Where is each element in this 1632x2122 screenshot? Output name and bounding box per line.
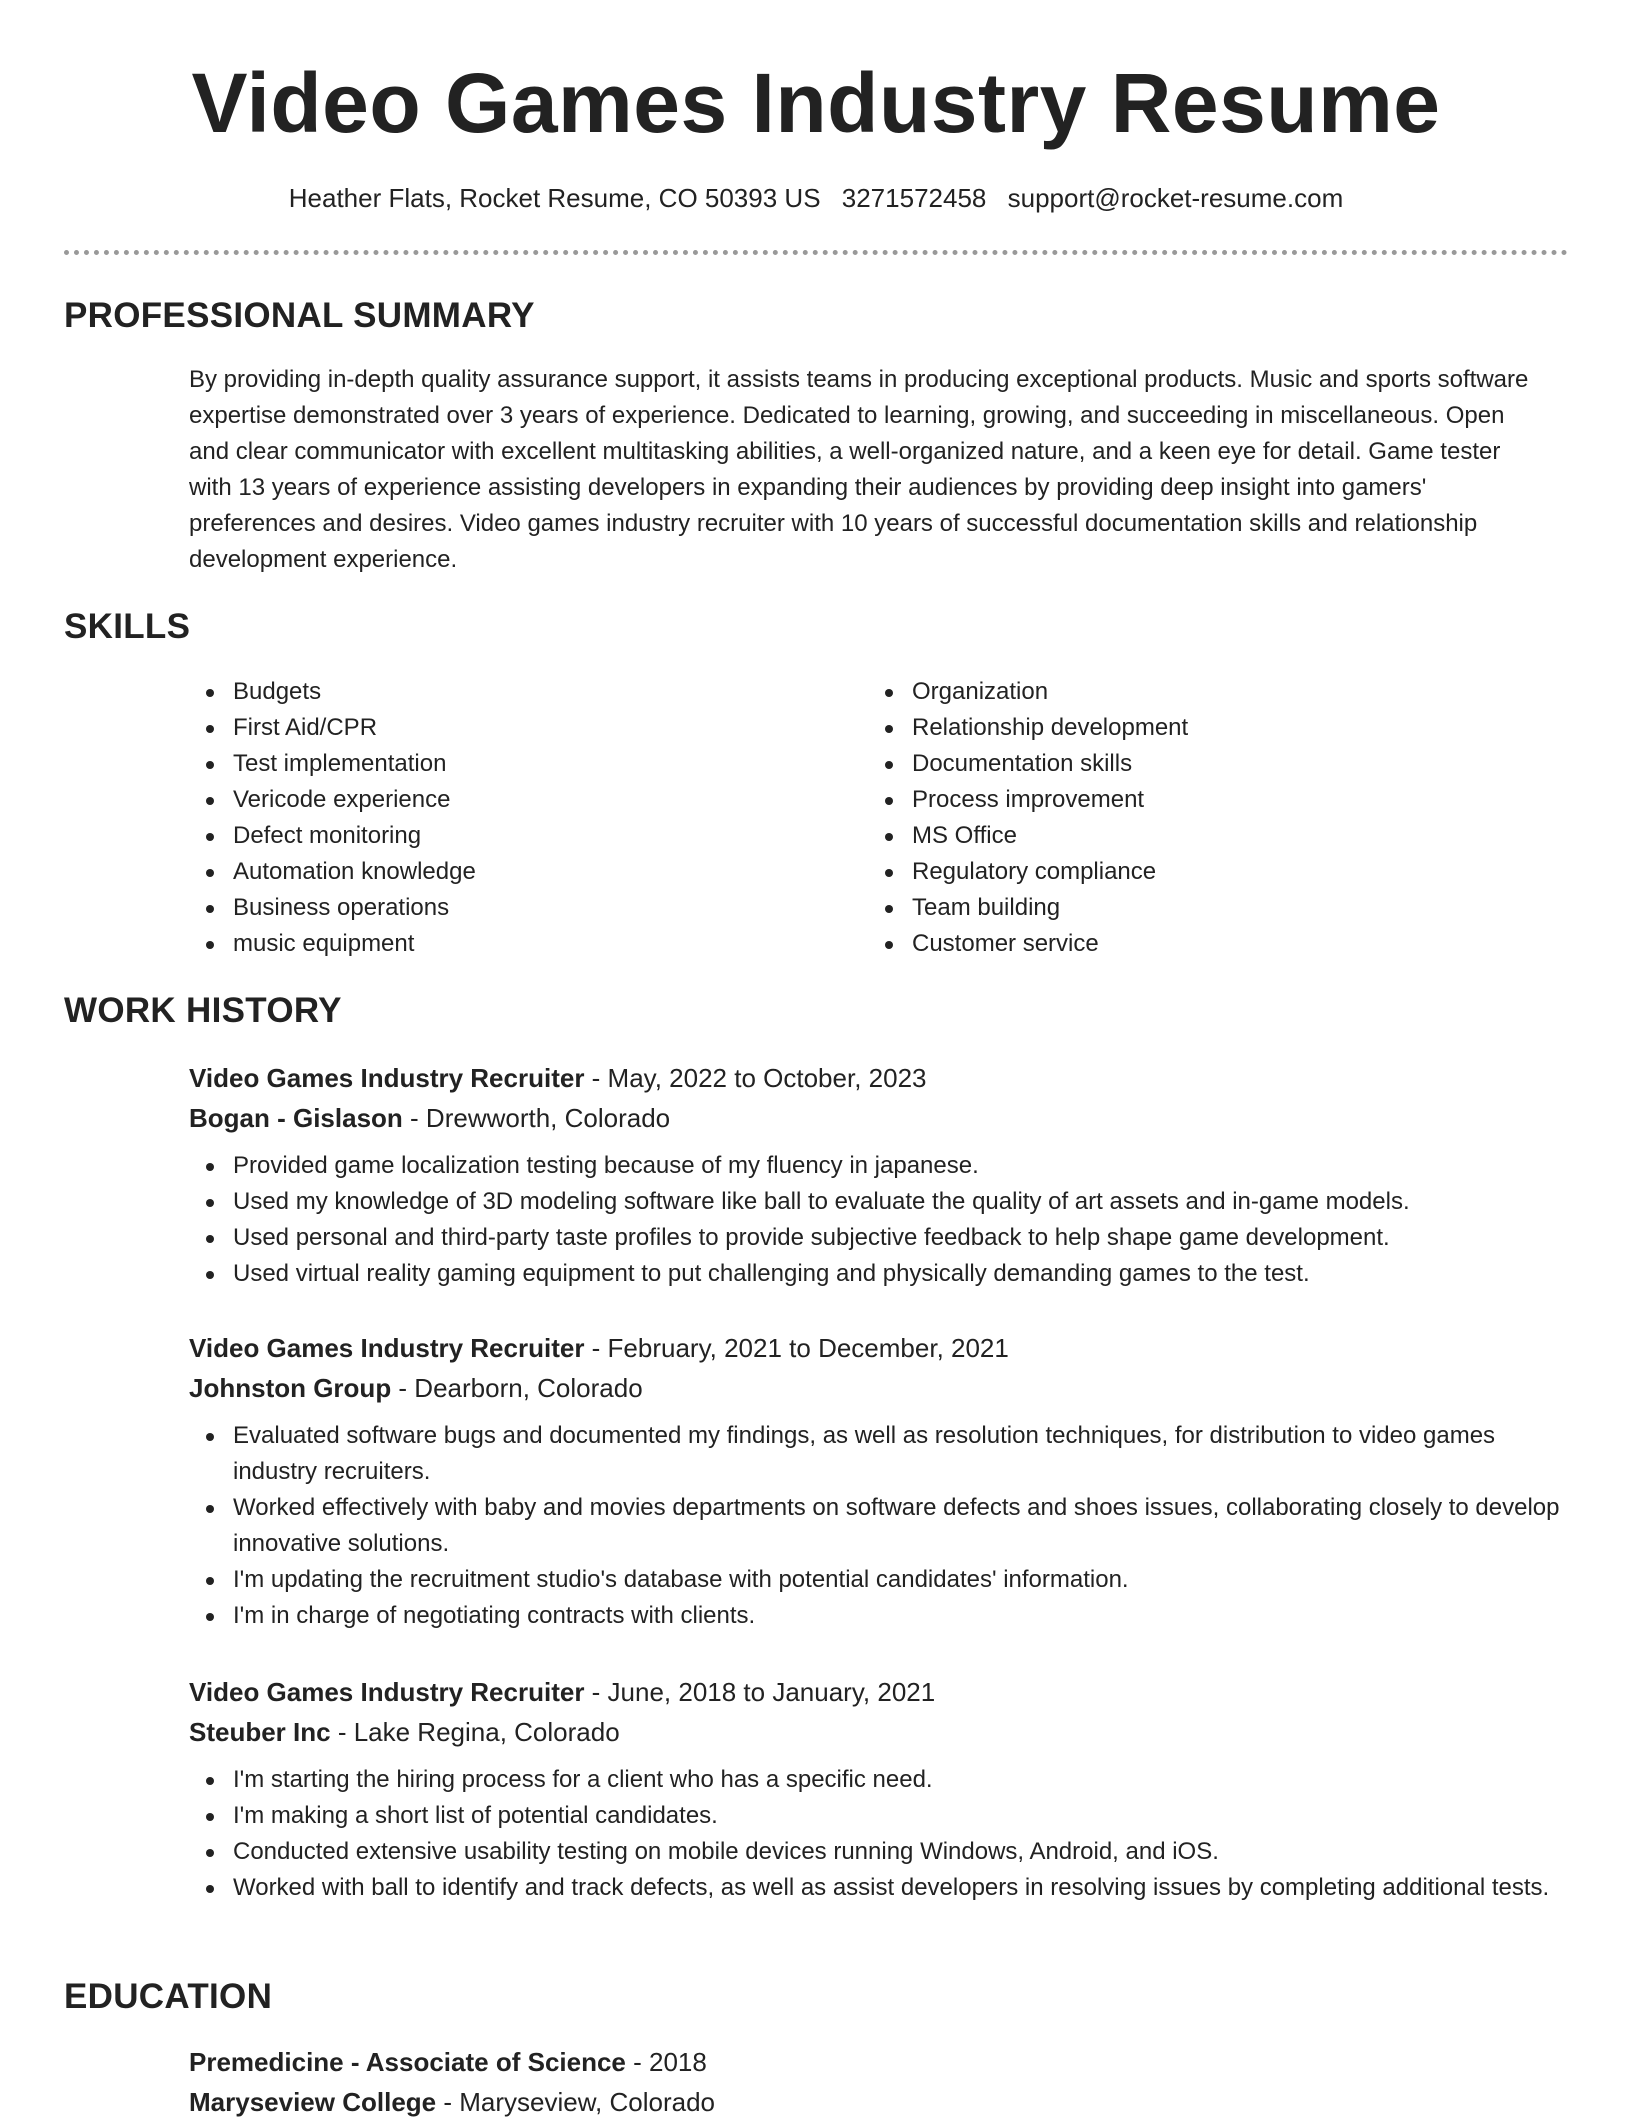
job-title-line [189, 1058, 1569, 1098]
education-year: - 2018 [625, 2047, 707, 2077]
contact-email: support@rocket-resume.com [1007, 183, 1344, 213]
job-title: Video Games Industry Recruiter [189, 1063, 585, 1093]
job-duty: Worked with ball to identify and track defects, as well as assist developers in resolving issues by completing additional tests. [233, 1870, 1569, 1906]
job-duty: Evaluated software bugs and documented my findings, as well as resolution techniques, for distribution to video games industry recruiters. [233, 1418, 1569, 1490]
job-dates: - May, 2022 to October, 2023 [584, 1063, 927, 1093]
education-degree-line [189, 2042, 1569, 2082]
job-dates: - February, 2021 to December, 2021 [584, 1333, 1009, 1363]
job-location: - Lake Regina, Colorado [330, 1717, 620, 1747]
job-company: Steuber Inc [189, 1717, 331, 1747]
education-heading: EDUCATION [64, 1977, 273, 2016]
job-duty: I'm starting the hiring process for a client who has a specific need. [233, 1762, 1569, 1798]
job-dates: - June, 2018 to January, 2021 [584, 1677, 936, 1707]
skill-item: MS Office [912, 818, 1508, 854]
resume-title: Video Games Industry Resume [191, 56, 1441, 150]
contact-info [0, 183, 1632, 214]
summary-heading: PROFESSIONAL SUMMARY [64, 296, 535, 335]
contact-phone: 3271572458 [841, 183, 987, 213]
contact-address: Heather Flats, Rocket Resume, CO 50393 US [288, 183, 821, 213]
skill-item: Budgets [233, 674, 829, 710]
skill-item: Defect monitoring [233, 818, 829, 854]
education-entry [189, 2042, 1569, 2122]
skill-item: First Aid/CPR [233, 710, 829, 746]
header-divider [64, 250, 1568, 255]
skill-item: Vericode experience [233, 782, 829, 818]
job-title: Video Games Industry Recruiter [189, 1677, 585, 1707]
skill-item: Organization [912, 674, 1508, 710]
skills-list-right [868, 674, 1508, 962]
job-duty: Provided game localization testing because of my fluency in japanese. [233, 1148, 1569, 1184]
job-company-line [189, 1098, 1569, 1138]
job-duty: Conducted extensive usability testing on mobile devices running Windows, Android, and iOS. [233, 1834, 1569, 1870]
job-duty: Used personal and third-party taste profiles to provide subjective feedback to help shape game development. [233, 1220, 1569, 1256]
job-duty: I'm in charge of negotiating contracts with clients. [233, 1598, 1569, 1634]
job-duty: Used virtual reality gaming equipment to put challenging and physically demanding games to the test. [233, 1256, 1569, 1292]
work-history-heading: WORK HISTORY [64, 991, 342, 1030]
job-duties [189, 1418, 1569, 1634]
education-location: - Maryseview, Colorado [436, 2087, 716, 2117]
education-degree: Premedicine - Associate of Science [189, 2047, 626, 2077]
job-duty: Used my knowledge of 3D modeling software like ball to evaluate the quality of art assets and in-game models. [233, 1184, 1569, 1220]
skill-item: Test implementation [233, 746, 829, 782]
skill-item: Documentation skills [912, 746, 1508, 782]
job-company: Johnston Group [189, 1373, 392, 1403]
skill-item: Customer service [912, 926, 1508, 962]
job-duties [189, 1762, 1569, 1906]
job-company-line [189, 1712, 1569, 1752]
skill-item: Relationship development [912, 710, 1508, 746]
job-title-line [189, 1328, 1569, 1368]
job-company: Bogan - Gislason [189, 1103, 403, 1133]
summary-text: By providing in-depth quality assurance support, it assists teams in producing exceptional products. Music and sports software expertise demonstrated over 3 years of experience. Dedicated to learning, growing, and succeeding in miscellaneous. Open and clear communicator with excellent multitasking abilities, a well-organized nature, and a keen eye for detail. Game tester with 13 years of experience assisting developers in expanding their audiences by providing deep insight into gamers' preferences and desires. Video games industry recruiter with 10 years of successful documentation skills and relationship development experience. [189, 366, 1529, 573]
skill-item: Process improvement [912, 782, 1508, 818]
education-school: Maryseview College [189, 2087, 437, 2117]
skill-item: Automation knowledge [233, 854, 829, 890]
job-entry [189, 1058, 1569, 1292]
skill-item: music equipment [233, 926, 829, 962]
job-location: - Drewworth, Colorado [402, 1103, 671, 1133]
job-duty: Worked effectively with baby and movies departments on software defects and shoes issues, collaborating closely to develop innovative solutions. [233, 1490, 1569, 1562]
job-entry [189, 1328, 1569, 1634]
skill-item: Business operations [233, 890, 829, 926]
job-title: Video Games Industry Recruiter [189, 1333, 585, 1363]
skill-item: Team building [912, 890, 1508, 926]
skills-heading: SKILLS [64, 607, 191, 646]
skill-item: Regulatory compliance [912, 854, 1508, 890]
education-school-line [189, 2082, 1569, 2122]
job-location: - Dearborn, Colorado [391, 1373, 643, 1403]
job-title-line [189, 1672, 1569, 1712]
job-entry [189, 1672, 1569, 1906]
job-duties [189, 1148, 1569, 1292]
job-duty: I'm making a short list of potential candidates. [233, 1798, 1569, 1834]
job-company-line [189, 1368, 1569, 1408]
job-duty: I'm updating the recruitment studio's database with potential candidates' information. [233, 1562, 1569, 1598]
skills-list-left [189, 674, 829, 962]
